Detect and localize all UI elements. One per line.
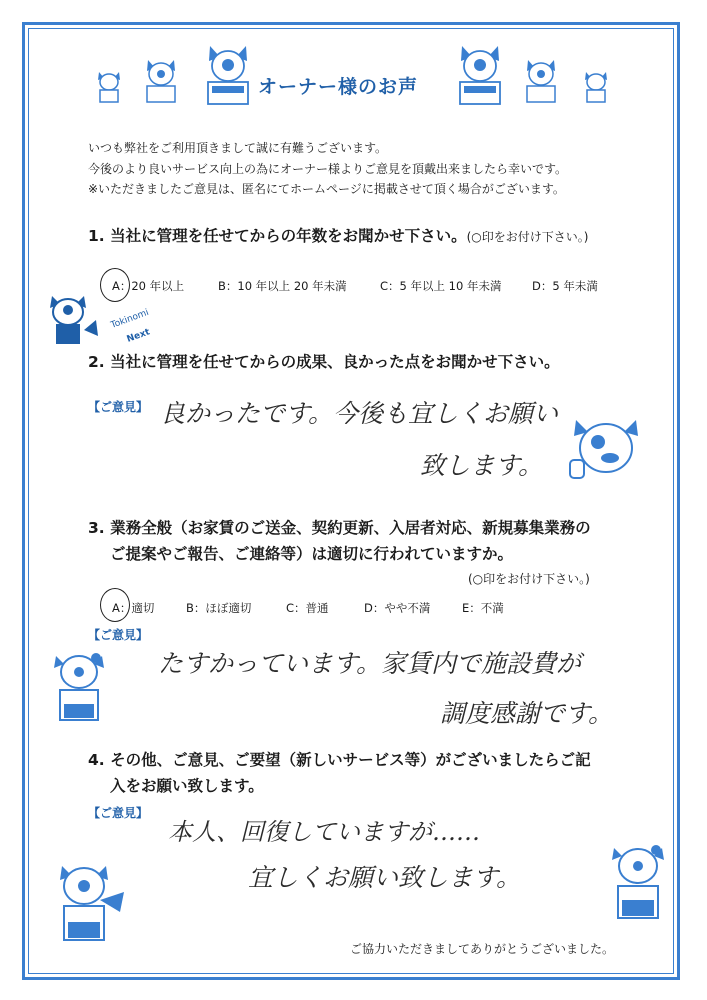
q3-option-c: C：普通 [286, 601, 329, 615]
q2-handwritten-answer-line2: 致します。 [420, 451, 544, 480]
q2-opinion-label: 【ご意見】 [88, 400, 149, 414]
mascot-next-flag-icon [54, 860, 126, 944]
q1-option-d: D：5 年未満 [532, 279, 598, 293]
mascot-header-right-large-icon [456, 44, 504, 106]
page-title: オーナー様のお声 [258, 76, 419, 98]
q1-option-a: A：20 年以上 [112, 279, 185, 293]
closing-thanks: ご協力いただきましてありがとうございました。 [350, 942, 615, 956]
question-1-text: 1. 当社に管理を任せてからの年数をお聞かせ下さい。 [88, 227, 467, 245]
intro-line: ※いただきましたご意見は、匿名にてホームページに掲載させて頂く場合がございます。 [88, 182, 565, 196]
mascot-header-left-small-icon [95, 70, 123, 104]
question-4-title-cont: 入をお願い致します。 [110, 777, 264, 795]
q1-option-b: B：10 年以上 20 年未満 [218, 279, 347, 293]
mascot-header-left-large-icon [204, 44, 252, 106]
mascot-girl-icon [50, 650, 108, 724]
q3-option-e: E：不満 [462, 601, 504, 615]
question-1-title [88, 224, 588, 246]
question-3-title: 3. 業務全般（お家賃のご送金、契約更新、入居者対応、新規募集業務の [88, 519, 591, 537]
q4-handwritten-answer-line2: 宜しくお願い致します。 [248, 863, 522, 892]
q3-option-d: D：やや不満 [364, 601, 431, 615]
q4-opinion-label: 【ご意見】 [88, 806, 149, 820]
intro-text [88, 138, 567, 200]
mascot-girl-right-icon [608, 842, 668, 922]
mascot-badge-icon [44, 290, 162, 350]
question-4-title: 4. その他、ご意見、ご要望（新しいサービス等）がございましたらご記 [88, 751, 591, 769]
question-2-title: 2. 当社に管理を任せてからの成果、良かった点をお聞かせ下さい。 [88, 353, 560, 371]
mascot-thumbs-up-icon [566, 408, 646, 488]
q3-handwritten-answer-line1: たすかっています。家賃内で施設費が [158, 649, 582, 678]
q1-option-c: C：5 年以上 10 年未満 [380, 279, 502, 293]
q3-handwritten-answer-line2: 調度感謝です。 [440, 699, 614, 728]
q2-handwritten-answer-line1: 良かったです。今後も宜しくお願い [160, 399, 559, 428]
question-3-title-cont: ご提案やご報告、ご連絡等）は適切に行われていますか。 [110, 545, 514, 563]
intro-line: 今後のより良いサービス向上の為にオーナー様よりご意見を頂戴出来ましたら幸いです。 [88, 161, 568, 176]
mascot-header-left-medium-icon [143, 58, 179, 104]
mascot-header-right-small-icon [582, 70, 610, 104]
q3-option-a: A：適切 [112, 601, 155, 615]
q3-opinion-label: 【ご意見】 [88, 628, 149, 642]
q4-handwritten-answer-line1: 本人、回復していますが…… [168, 818, 480, 846]
mascot-header-right-medium-icon [523, 58, 559, 104]
svg-text:Tokinomi: Tokinomi [109, 307, 151, 331]
answer-circle-mark [100, 588, 130, 622]
intro-line: いつも弊社をご利用頂きまして誠に有難うございます。 [88, 141, 388, 155]
q3-option-b: B：ほぼ適切 [186, 601, 252, 615]
question-3-note: (○印をお付け下さい。) [468, 572, 590, 586]
question-1-note: (○印をお付け下さい。) [466, 230, 589, 244]
svg-text:Next: Next [125, 327, 152, 345]
